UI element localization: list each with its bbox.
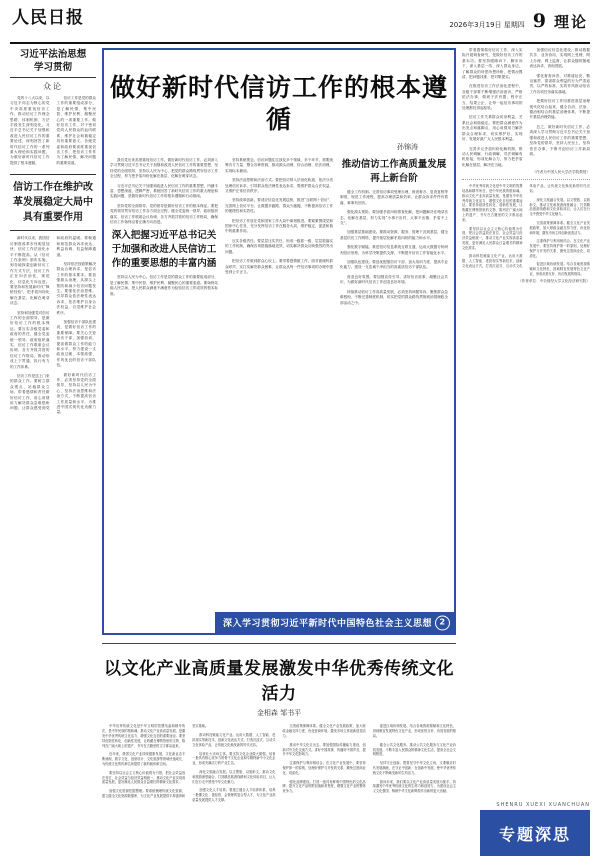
secondary-article [102,641,456,860]
paragraph: 注重保护与利用相结合。在文化产业发展中，要坚持保护第一的原则，处理好保护与开发的关系，避免过度商业化、同质化。 [529,239,590,258]
right-column [462,48,590,860]
paragraph: 中华优秀传统文化是中华文明的智慧结晶和精华所在，是中华民族的根和魂。推动文化产业高质量发展，是激发中华优秀传统文化活力、增强文化自信的重要途径。要坚持创造性转化、创新性发展，让收藏在博物馆里的文物、陈列在广阔大地上的遗产、书写在古籍里的文字都活起来。 [102,724,186,748]
right-column-divider [462,179,590,180]
paragraph: 近年来，我国文化产业持续健康发展，文化新业态不断涌现，数字文化、创意设计、文化旅游等领域快速成长，为传统文化的传承弘扬提供了新的载体和空间。 [102,752,186,766]
paragraph: 新时代以来，我国信访制度改革步伐明显加快，信访工作法治化水平不断提高。从《信访工作条例》颁布实施，到各地探索创新信访工作方式方法，信访工作正在向法治化、规范化、信息化方向迈进。要坚持和发展新时代“枫桥经验”，把矛盾纠纷化解在基层、化解在萌芽状态。 [10,236,50,306]
feature-article [102,48,456,635]
section-name: 理论 [553,13,588,31]
paragraph: 坚持改革创新。要适应信息化发展趋势，推进“互联网＋信访”，完善网上信访平台，让数据多跑路、群众少跑腿，不断提高信访工作的便捷性和实效性。 [225,198,333,214]
paragraph: 习近平总书记关于加强和改进人民信访工作的重要思想，内涵丰富、思想深邃、逻辑严密，系统回答了新时代信访工作的重大理论和实践问题，是做好新时代信访工作的根本遵循和行动指南。 [110,183,218,199]
campaign-ribbon-mark: 2 [435,615,450,630]
paragraph: 持续推动信访工作高质量发展，必须坚持问题导向，聚焦群众急难愁盼，不断完善制度机制，切实把党的群众路线贯彻到治国理政全部活动之中。 [340,289,448,305]
paragraph: 把做好信访工作同推进基层治理现代化结合起来，健全自治、法治、德治相结合的基层治理体系，不断提升基层治理效能。 [529,99,590,120]
paragraph: 深化文旅融合发展。以文塑旅、以旅彰文，推动文化和旅游深度融合，打造精品旅游线路和文化体验项目，让人们在行走中感受中华文化魅力。 [192,769,276,784]
campaign-ribbon-text: 深入学习贯彻习近平新时代中国特色社会主义思想 [222,619,432,630]
center-stack [102,48,456,860]
rail-boxed-headline [10,174,96,231]
paragraph: 要坚持以社会主义核心价值观为引领，把社会效益放在首位、社会效益与经济效益相统一，推动文化产业实现高质量发展，更好满足人民群众日益增长的精神文化需求。 [102,770,186,785]
paragraph: 带着感情做好信访工作，深入实际开展调查研究，是做好信访工作的基本功。要坚持眼睛向下、脚步向下，深入基层一线、深入群众身边，了解群众的所思所想所盼，把情况摸清、把问题找准、把对策提实。 [462,48,523,80]
campaign-ribbon [215,612,454,633]
paragraph: 坚持和加强党对信访工作的全面领导，是做好信访工作的根本保证。要压实各级党委和政府的责任，健全党委统一领导、政府组织落实、信访工作联席会议协调、各方齐抓共管的信访工作格局，推动形成上下贯通、执行有力的工作体系。 [10,310,50,369]
rail-title [10,48,96,78]
paragraph: 完善政策保障体系。健全文化产业发展政策，加大财政金融支持力度，优化营商环境，激发市场主体创新创造活力。 [529,220,590,235]
paragraph: 强化品牌建设。打造一批具有鲜明中国特色的文化品牌，提升文化产品的附加值和美誉度，增强文化产业的整体竞争力。 [282,779,366,794]
paragraph: 加强文化人才培养。要建立健全人才培养体系，培养一批懂文化、善经营、会管理的复合型人才，为文化产业高质量发展提供人才支撑。 [192,788,276,802]
feature-subhead: 推动信访工作高质量发展再上新台阶 [341,159,447,184]
paragraph: 坚持党的全面领导。党的领导是做好信访工作的根本保证。要把党的领导贯穿信访工作各方面全过程，健全党委统一领导、政府组织落实、信访工作联席会议协调、各方齐抓共管的信访工作格局，确保信访工作始终沿着正确方向前进。 [110,203,218,225]
paragraph: 信访工作是送上门来的群众工作。要树立群众观点，站稳群众立场，带着感情和责任做好信访工作，用心用情用力解决群众急难愁盼问题，让群众感受到党和政府的温暖。要畅通和规范群众诉求表达、利益协调、权益保障通道。 [10,236,96,411]
secondary-divider [102,643,456,644]
paragraph: 健全公共文化服务。推动公共文化服务与文化产业协同发展，不断丰富人民群众的精神文化生活，提高全社会文明程度。 [372,742,456,757]
paragraph: 中华优秀传统文化是中华文明的智慧结晶和精华所在，是中华民族的根和魂。推动文化产业高质量发展，是激发中华优秀传统文化活力、增强文化自信的重要途径。要坚持创造性转化、创新性发展，让收藏在博物馆里的文物、陈列在广阔大地上的遗产、书写在古籍里的文字都活起来。 [462,184,523,222]
paragraph: 党的十八大以来，以习近平同志为核心的党中央高度重视信访工作，推动信访工作理念思路、体制机制、方法手段发生深刻变化。习近平总书记关于加强和改进人民信访工作的重要论述，深刻回答了新时代信访工作的一系列重大理论和实践问题，为做好新时代信访工作提供了根本遵循。 [10,96,50,165]
paragraph: 做好新时代信访工作，必须坚持党的全面领导，坚持以人民为中心，坚持法治思维和法治方式，不断提高信访工作质量和水平，为推进中国式现代化贡献力量。 [56,372,96,415]
newspaper-logo: 人民日报 [12,8,84,28]
paragraph: 面向未来，我们要以文化产业高质量发展为抓手，持续激发中华优秀传统文化的生命力和创造力，为建设社会主义文化强国、铸就中华文化新辉煌作出新的更大贡献。 [372,779,456,794]
secondary-signature: （作者单位：中央财经大学文化经济研究院） [518,278,590,283]
feature-byline: 孙锦涛 [397,143,418,151]
paragraph: 完善政策保障体系。健全文化产业发展政策，加大财政金融支持力度，优化营商环境，激发市场主体创新创造活力。 [282,724,366,738]
paragraph: 促进区域协调发展。结合各地资源禀赋和文化特色，因地制宜发展特色文化产业，形成优势互补、协同发展的格局。 [372,724,456,738]
paragraph: 坚持依法按政策解决群众合理诉求，是信访工作的基本要求。要加强源头治理，从源头上预防和减少信访问题发生。要强化法治思维，引导群众依法理性表达诉求，依法维护自身合法权益，自觉维护社会秩序。 [56,261,96,315]
issue-date: 2026年3月19日 星期四 [449,21,525,29]
secondary-byline: 金相森 邹书平 [256,709,302,718]
paragraph: 加强信访信息化建设，推动数据共享、业务协同，实现网上受理、网上办理、网上监督，让群众随时随地表达诉求、查询进展。 [529,48,590,69]
paragraph: 信访工作关系群众切身利益，关系社会和谐稳定。要把群众满意作为出发点和落脚点，用心用情用力解决群众合理诉求，切实维护好、实现好、发展好最广大人民根本利益。 [462,115,523,142]
paragraph: 信访工作是党的群众工作的重要组成部分，是了解民情、集中民智、维护民利、凝聚民心的一项重要工作。做好信访工作，对于密切党同人民群众的血肉联系、维护社会和谐稳定具有重要意义。各级党委和政府要高度重视信访工作，把信访工作作为了解民情、解决问题的重要渠道。 [56,96,96,165]
paragraph: 把信访工作放在党和国家工作大局中谋划推进。要紧紧围绕党和国家中心任务，充分发挥信访工作在服务大局、维护稳定、促进和谐中的重要作用。 [225,218,333,234]
rail-text-bottom [10,236,96,416]
paragraph: 强化源头预防。要加强矛盾纠纷排查化解，把问题解决在萌芽状态、化解在基层，努力实现“小事不出村、大事不出镇、矛盾不上交”。 [340,210,448,226]
rail-boxed-headline-text: 信访工作在维护改革发展稳定大局中具有重要作用 [13,182,93,224]
right-column-signature: （作者为中国人民大学法学院教授） [532,170,590,175]
paragraph: 加强队伍建设。要选优配强信访干部，加大培训力度，提高专业化能力，建设一支忠诚干净担当的高素质信访干部队伍。 [340,260,448,270]
secondary-headline: 以文化产业高质量发展激发中华优秀传统文化活力 [104,659,454,705]
special-topic-kicker: SHENRU XUEXI XUANCHUAN [496,802,590,808]
paragraph: 压实各级责任。要层层压实责任，形成一级抓一级、层层抓落实的工作机制，确保各项措施落地见效，切实解决群众反映强烈的突出问题。 [225,238,333,254]
rail-text-top [10,96,96,170]
paragraph: 推动科技赋能文化产业。运用大数据、人工智能、虚拟现实等新技术，创新文化表达方式，打造沉浸式、互动式文化体验产品，让传统文化焕发新的时代光彩。 [192,733,276,747]
paragraph: 我们党历来高度重视信访工作。做好新时代信访工作，必须深入学习贯彻习近平总书记关于加强和改进人民信访工作的重要思想，坚持党的全面领导，坚持以人民为中心，把党的群众路线贯穿信访工作全过程，努力把矛盾纠纷化解在基层、化解在萌芽状态。 [110,158,218,179]
feature-headline: 做好新时代信访工作的根本遵循 [110,73,449,134]
paragraph: 强化督查问责，对推诿扯皮、敷衍塞责、损害群众利益的行为严肃追责，以严的标准、实的作风推动信访工作各项任务落实落地。 [529,73,590,94]
special-topic-badge: 专题深思 [480,810,590,856]
paragraph: 强化数字赋能。推进信访信息系统互联互通，运用大数据分析研判信访形势，为科学决策提供支撑，不断提升信访工作智能化水平。 [340,245,448,255]
paragraph: 注重保护与利用相结合。在文化产业发展中，要坚持保护第一的原则，处理好保护与开发的关系，避免过度商业化、同质化。 [282,761,366,775]
feature-subhead: 深入把握习近平总书记关于加强和改进人民信访工作的重要思想的丰富内涵 [111,230,217,270]
paragraph: 要坚持以社会主义核心价值观为引领，把社会效益放在首位、社会效益与经济效益相统一，推动文化产业实现高质量发展，更好满足人民群众日益增长的精神文化需求。 [462,226,523,250]
paragraph: 坚持守正创新。既要坚守中华文化立场，又要顺应时代发展潮流，在守正中创新、在创新中发展，使中华优秀传统文化不断焕发新的生机活力。 [372,761,456,775]
paragraph: 把信访工作做到群众心坎上。要带着感情做工作，面对面倾听群众呼声，实打实解决群众困难，让群众从每一件信访事项的办理中感受到公平正义。 [225,259,333,274]
paragraph: 坚持以人民为中心。信访工作是党的群众工作的重要组成部分，是了解民情、集中民智、维护民利、凝聚民心的重要渠道。要始终站稳人民立场，把人民群众满意不满意作为检验信访工作成效的根本标准。 [110,275,218,296]
rail-subtitle: 众论 [43,82,63,91]
masthead-meta [449,8,588,31]
paragraph: 加强基层基础建设。要推动资源、服务、管理下沉到基层，健全基层信访工作网络，提升基层化解矛盾纠纷的能力和水平。 [340,230,448,240]
masthead-divider [10,42,590,44]
left-rail [10,48,96,860]
right-column-text-lower [462,184,590,277]
paragraph: 健全工作机制。完善信访事项受理办理、督查督办、复查复核等制度，规范工作流程，提高办理质量和效率，让群众诉求件件有着落、事事有回音。 [340,190,448,205]
secondary-columns [102,724,456,802]
paragraph: 完善多元矛盾纠纷化解机制，推动人民调解、行政调解、司法调解有机衔接，形成化解合力，努力把矛盾化解在基层、解决在当地。 [462,146,523,167]
page-number: 9 [532,10,546,32]
paragraph: 坚持法治思维和法治方式。要把信访纳入法治化轨道，依法分类处理信访诉求，引导群众依法理性表达诉求，既维护群众合法权益，又维护正常信访秩序。 [225,178,333,194]
paragraph: 培育壮大市场主体。要支持文化企业做大做强，培育一批具有核心竞争力的骨干文化企业和专精特新中小文化企业，形成充满活力的产业生态。 [192,751,276,766]
rail-title-line2: 学习贯彻 [33,62,72,73]
rail-title-line1: 习近平法治思想 [19,49,87,60]
paragraph: 营造良好氛围。要加强宣传引导，讲好信访故事，凝聚社会共识，为做好新时代信访工作创造良好环境。 [340,274,448,285]
paragraph: 深化文旅融合发展。以文塑旅、以旅彰文，推动文化和旅游深度融合，打造精品旅游线路和文化体验项目，让人们在行走中感受中华文化魅力。 [529,197,590,217]
paragraph: 促进区域协调发展。结合各地资源禀赋和文化特色，因地制宜发展特色文化产业，形成优势互补、协同发展的格局。 [529,262,590,277]
page-body [10,48,590,860]
feature-columns [110,158,448,306]
paragraph: 推动中华文化走出去。要加强国际传播能力建设，创新对外文化交流方式，讲好中国故事、传播好中国声音，提升中华文化影响力。 [282,742,366,757]
paragraph: 加强文化资源挖掘整理。要系统梳理传统文化资源，建立健全文化资源数据库，为文化产业发展提供丰厚滋养和坚实基础。 [102,724,209,798]
paragraph: 加强信访干部队伍建设，是做好信访工作的重要保障。要关心关爱信访干部，加强培训，提高做群众工作的能力和水平，努力建设一支政治过硬、本领高强、作风优良的信访干部队伍。 [56,319,96,368]
paragraph: 推动科技赋能文化产业。运用大数据、人工智能、虚拟现实等新技术，创新文化表达方式，打造沉浸式、互动式文化体验产品，让传统文化焕发新的时代光彩。 [462,184,590,269]
paragraph: 坚持系统观念。信访问题往往涉及多个领域、多个环节，需要统筹各方力量、整合各种资源，推动源头治理、综合治理、依法治理，实现标本兼治。 [225,158,333,173]
right-column-text [462,48,590,168]
masthead [10,6,590,40]
paragraph: 总之，做好新时代信访工作，必须深入学习贯彻习近平总书记关于加强和改进人民信访工作的重要思想，坚持党的领导，坚持人民至上，坚持依法办事，不断开创信访工作新局面。 [529,124,590,156]
paragraph: 在推进信访工作法治化进程中，各级干部要不断增强法治意识，严格依法办事，做到于法有据、程序正当、结果公正，让每一起信访事项的处理都经得起检验。 [462,84,523,111]
